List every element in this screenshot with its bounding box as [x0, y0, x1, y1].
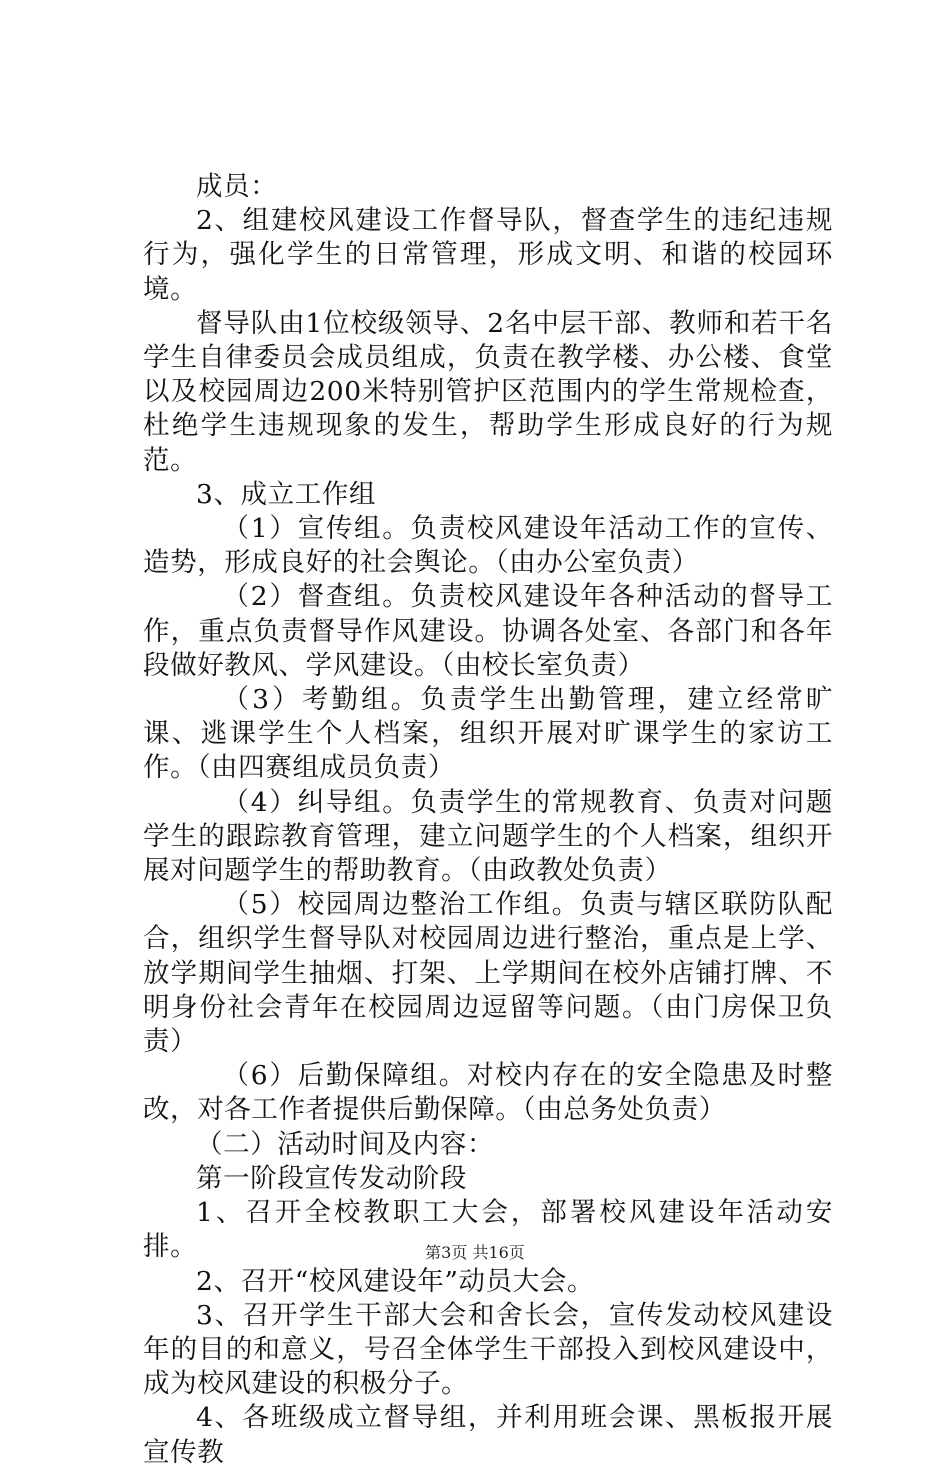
paragraph-guidance-group: （4）纠导组。负责学生的常规教育、负责对问题学生的跟踪教育管理，建立问题学生的个人档案，组织开展对问题学生的帮助教育。（由政教处负责）	[143, 786, 833, 887]
paragraph-staff-meeting: 1、召开全校教职工大会，部署校风建设年活动安排。	[143, 1197, 833, 1263]
paragraph-activity-time-heading: （二）活动时间及内容：	[196, 1128, 495, 1160]
paragraph-inspection-group: （2）督查组。负责校风建设年各种活动的督导工作，重点负责督导作风建设。协调各处室、各部门和各年段做好教风、学风建设。（由校长室负责）	[143, 581, 833, 681]
page-number-footer: 第3页 共16页	[425, 1243, 525, 1262]
paragraph-publicity-group: （1）宣传组。负责校风建设年活动工作的宣传、造势，形成良好的社会舆论。（由办公室负责）	[143, 513, 833, 579]
paragraph-class-supervision: 4、各班级成立督导组，并利用班会课、黑板报开展宣传教	[143, 1402, 833, 1468]
paragraph-team-composition: 督导队由1位校级领导、2名中层干部、教师和若干名学生自律委员会成员组成，负责在教学楼、办公楼、食堂以及校园周边200米特别管护区范围内的学生常规检查，杜绝学生违规现象的发生，帮助学生形成良好的行为规范。	[143, 307, 833, 476]
paragraph-working-groups-heading: 3、成立工作组	[196, 478, 377, 510]
paragraph-supervision-team: 2、组建校风建设工作督导队，督查学生的违纪违规行为，强化学生的日常管理，形成文明、和谐的校园环境。	[143, 205, 833, 305]
paragraph-logistics-group: （6）后勤保障组。对校内存在的安全隐患及时整改，对各工作者提供后勤保障。（由总务处负责）	[143, 1060, 833, 1126]
paragraph-members: 成员：	[196, 171, 278, 202]
paragraph-mobilization-meeting: 2、召开“校风建设年”动员大会。	[196, 1265, 595, 1297]
paragraph-attendance-group: （3）考勤组。负责学生出勤管理，建立经常旷课、逃课学生个人档案，组织开展对旷课学生的家访工作。（由四赛组成员负责）	[143, 684, 833, 784]
paragraph-student-cadre-meeting: 3、召开学生干部大会和舍长会，宣传发动校风建设年的目的和意义，号召全体学生干部投入到校风建设中，成为校风建设的积极分子。	[143, 1299, 833, 1400]
paragraph-phase-one-heading: 第一阶段宣传发动阶段	[196, 1162, 467, 1194]
document-body	[143, 170, 833, 1470]
paragraph-campus-surroundings-group: （5）校园周边整治工作组。负责与辖区联防队配合，组织学生督导队对校园周边进行整治，重点是上学、放学期间学生抽烟、打架、上学期间在校外店铺打牌、不明身份社会青年在校园周边逗留等问题。（由门房保卫负责）	[143, 889, 833, 1058]
